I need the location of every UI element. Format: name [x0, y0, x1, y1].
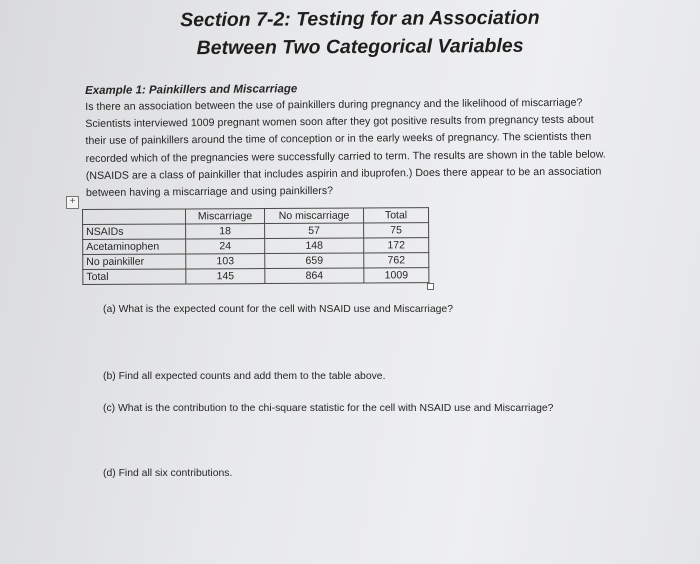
- table-row: [83, 268, 429, 285]
- example-line: Is there an association between the use of painkillers during pregnancy and the likelihood of miscarriage?: [85, 96, 583, 113]
- table-cell[interactable]: 864: [265, 268, 364, 284]
- example-heading: Example 1: Painkillers and Miscarriage: [85, 83, 298, 97]
- table-cell[interactable]: 762: [364, 253, 429, 268]
- table-cell[interactable]: 103: [186, 254, 265, 269]
- example-line: Scientists interviewed 1009 pregnant women soon after they got positive results from pregnancy tests about: [85, 113, 594, 131]
- example-line: (NSAIDS are a class of painkiller that includes aspirin and ibuprofen.) Does there appear to be an association: [85, 165, 602, 182]
- table-cell[interactable]: Total: [83, 269, 186, 285]
- question-a: (a) What is the expected count for the cell with NSAID use and Miscarriage?: [103, 304, 453, 315]
- table-header-cell[interactable]: [83, 209, 186, 225]
- table-cell[interactable]: 659: [265, 253, 364, 269]
- table-resize-handle[interactable]: [427, 283, 434, 290]
- table-cell[interactable]: NSAIDs: [83, 224, 186, 240]
- table-header-cell[interactable]: Total: [363, 208, 428, 223]
- table-cell[interactable]: 18: [186, 224, 265, 239]
- table-header-cell[interactable]: Miscarriage: [186, 209, 265, 224]
- example-body: [85, 94, 646, 202]
- example-line: recorded which of the pregnancies were successfully carried to term. The results are shown in the table below.: [85, 148, 606, 165]
- example-line: their use of painkillers around the time of conception or in the early weeks of pregnancy. The scientists then: [85, 130, 592, 148]
- example-block: [85, 79, 646, 202]
- table-cell[interactable]: Acetaminophen: [83, 239, 186, 255]
- table-cell[interactable]: 148: [265, 238, 364, 254]
- question-c: (c) What is the contribution to the chi-square statistic for the cell with NSAID use and Miscarriage?: [103, 403, 554, 414]
- section-title: [150, 4, 570, 63]
- table-cell[interactable]: No painkiller: [83, 254, 186, 270]
- table-cell[interactable]: 57: [265, 223, 364, 239]
- table-cell[interactable]: 145: [186, 269, 265, 284]
- question-d: (d) Find all six contributions.: [103, 468, 233, 479]
- title-line-1: Section 7-2: Testing for an Association: [180, 6, 540, 32]
- contingency-table: [82, 207, 429, 285]
- table-cell[interactable]: 172: [364, 238, 429, 253]
- example-line: between having a miscarriage and using painkillers?: [85, 184, 334, 200]
- question-b: (b) Find all expected counts and add them to the table above.: [103, 371, 386, 382]
- table-cell[interactable]: 75: [364, 223, 429, 238]
- table-cell[interactable]: 1009: [364, 268, 429, 283]
- title-line-2: Between Two Categorical Variables: [196, 34, 524, 60]
- table-header-cell[interactable]: No miscarriage: [265, 208, 364, 224]
- table-move-handle-icon[interactable]: +: [66, 196, 79, 209]
- table-cell[interactable]: 24: [186, 239, 265, 254]
